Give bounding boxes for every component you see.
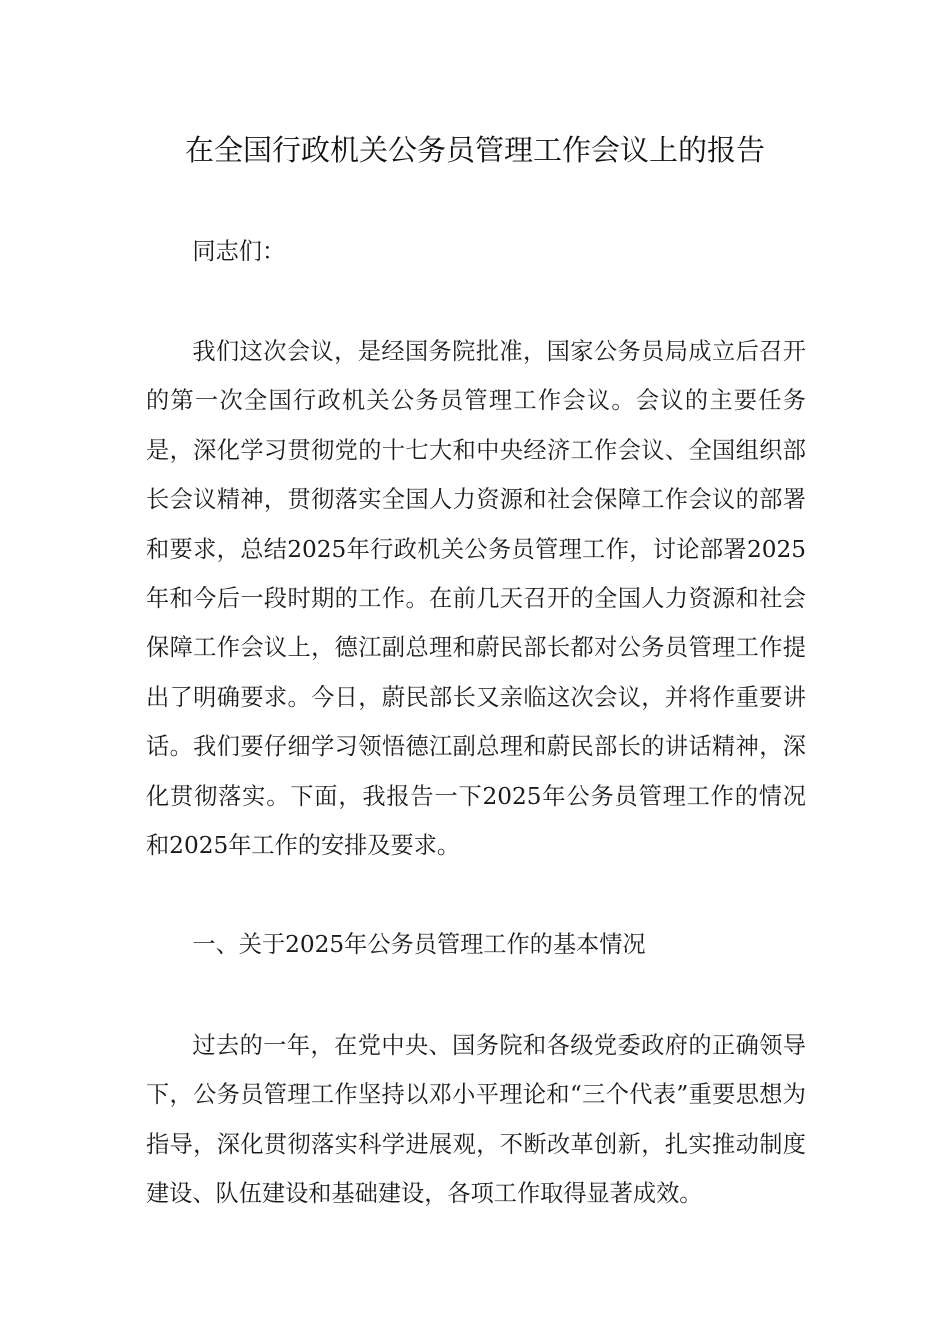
body-paragraph-1: 我们这次会议，是经国务院批准，国家公务员局成立后召开的第一次全国行政机关公务员管理工作会议。会议的主要任务是，深化学习贯彻党的十七大和中央经济工作会议、全国组织部长会议精神，贯彻落实全国人力资源和社会保障工作会议的部署和要求，总结2025年行政机关公务员管理工作，讨论部署2025年和今后一段时期的工作。在前几天召开的全国人力资源和社会保障工作会议上，德江副总理和蔚民部长都对公务员管理工作提出了明确要求。今日，蔚民部长又亲临这次会议，并将作重要讲话。我们要仔细学习领悟德江副总理和蔚民部长的讲话精神，深化贯彻落实。下面，我报告一下2025年公务员管理工作的情况和2025年工作的安排及要求。 [146, 338, 806, 860]
section-heading-1: 一、关于2025年公务员管理工作的基本情况 [192, 931, 646, 958]
body-paragraph-2: 过去的一年，在党中央、国务院和各级党委政府的正确领导下，公务员管理工作坚持以邓小平理论和“三个代表”重要思想为指导，深化贯彻落实科学进展观，不断改革创新，扎实推动制度建设、队伍建设和基础建设，各项工作取得显著成效。 [146, 1032, 806, 1208]
document-title: 在全国行政机关公务员管理工作会议上的报告 [184, 133, 765, 167]
salutation: 同志们： [192, 238, 286, 265]
